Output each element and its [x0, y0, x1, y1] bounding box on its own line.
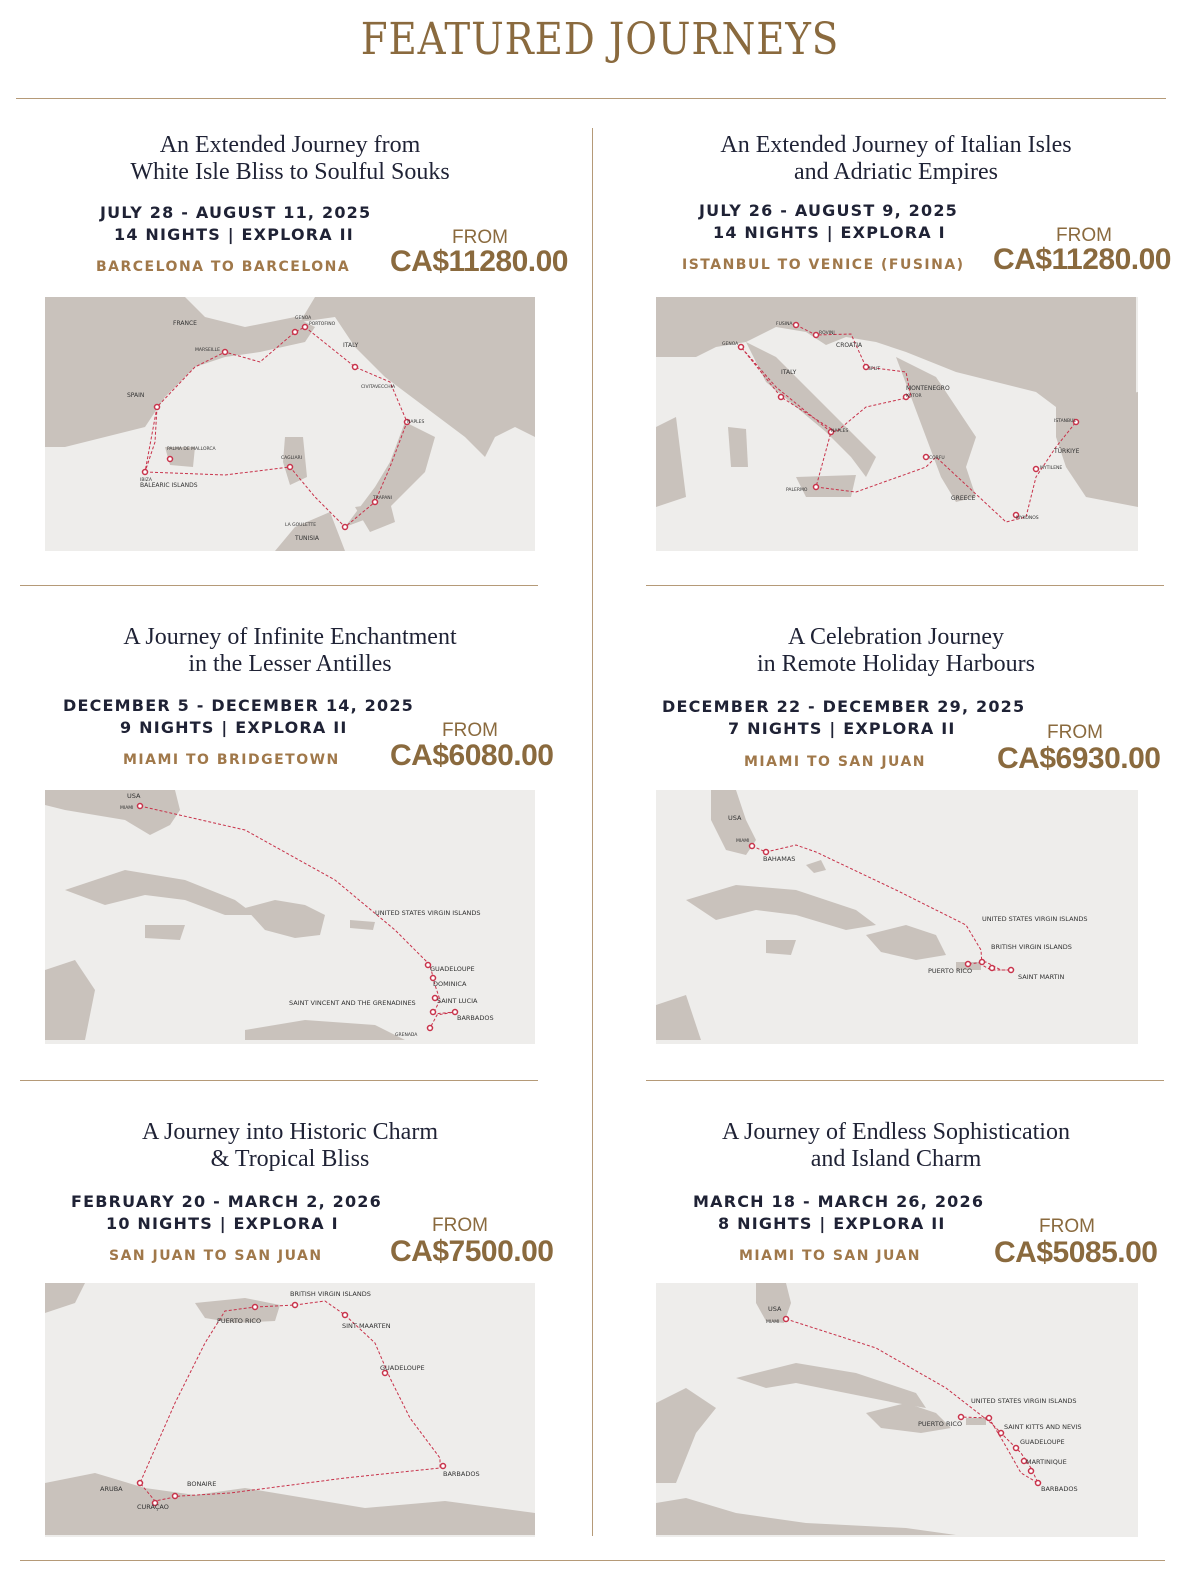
journey-card[interactable] — [40, 1117, 554, 1537]
map-label: SAINT KITTS AND NEVIS — [1004, 1423, 1082, 1431]
map-label: CROATIA — [836, 342, 863, 349]
journey-nights-ship: 10 NIGHTS | EXPLORA I — [106, 1214, 339, 1233]
map-land — [245, 1020, 405, 1040]
map-label: TÜRKIYE — [1054, 448, 1080, 455]
port-markers — [138, 1303, 446, 1506]
map-label: USA — [728, 814, 742, 822]
map-label: MIAMI — [120, 806, 134, 811]
map-label: BARBADOS — [443, 1470, 480, 1478]
map-land — [656, 417, 686, 507]
map-label: CAGLIARI — [281, 456, 302, 461]
map-land — [65, 870, 255, 915]
journey-price: CA$6930.00 — [997, 742, 1161, 775]
journey-dates: FEBRUARY 20 - MARCH 2, 2026 — [71, 1192, 382, 1211]
journey-title-line: A Journey of Endless Sophistication — [722, 1119, 1070, 1145]
map-land — [866, 1403, 951, 1433]
journey-title — [646, 1119, 1146, 1173]
journey-route: MIAMI TO SAN JUAN — [744, 754, 927, 770]
map-label: BRITISH VIRGIN ISLANDS — [290, 1290, 371, 1298]
map-label: UNITED STATES VIRGIN ISLANDS — [982, 915, 1088, 923]
journey-title — [646, 624, 1146, 678]
map-label: CORFU — [929, 456, 945, 461]
from-label: FROM — [442, 720, 498, 741]
map-label: FUSINA — [776, 322, 793, 327]
map-label: FRANCE — [173, 320, 197, 327]
map-label: MYTILENE — [1040, 466, 1063, 471]
map-label: USA — [768, 1305, 782, 1313]
from-label: FROM — [1039, 1216, 1095, 1237]
journey-title — [40, 1119, 540, 1173]
map-label: USA — [127, 792, 141, 800]
map-label: KOTOR — [906, 394, 922, 399]
journey-title-line: & Tropical Bliss — [210, 1146, 370, 1172]
map-land — [806, 860, 826, 873]
journey-title — [40, 132, 540, 186]
route-map[interactable] — [45, 790, 535, 1044]
from-label: FROM — [1056, 225, 1112, 246]
journey-title-line: An Extended Journey of Italian Isles — [720, 132, 1072, 158]
map-land — [656, 1498, 956, 1535]
row-divider-1-left — [20, 585, 538, 586]
journey-price: CA$11280.00 — [390, 245, 568, 278]
map-label: PORTOFINO — [309, 322, 336, 327]
map-label: MARTINIQUE — [1026, 1458, 1067, 1466]
map-land — [350, 920, 375, 930]
journey-dates: DECEMBER 22 - DECEMBER 29, 2025 — [662, 697, 1026, 716]
map-label: SINT MAARTEN — [342, 1322, 391, 1330]
journey-route: MIAMI TO SAN JUAN — [739, 1248, 922, 1264]
map-label: BARBADOS — [1041, 1485, 1078, 1493]
from-label: FROM — [452, 227, 508, 248]
map-land — [355, 502, 395, 532]
map-land — [656, 995, 701, 1040]
map-label: GRENADA — [395, 1033, 418, 1038]
route-line — [140, 1301, 440, 1501]
column-divider — [592, 128, 593, 1536]
from-label: FROM — [1047, 722, 1103, 743]
journey-route: ISTANBUL TO VENICE (FUSINA) — [682, 257, 965, 273]
route-map[interactable] — [656, 297, 1138, 551]
journey-title-line: in Remote Holiday Harbours — [757, 651, 1035, 677]
map-label: PUERTO RICO — [217, 1317, 262, 1325]
map-label: TUNISIA — [295, 535, 319, 542]
map-land — [966, 1418, 986, 1425]
map-label: DOMINICA — [433, 980, 467, 988]
map-label: MONTENEGRO — [906, 385, 950, 392]
journey-route: SAN JUAN TO SAN JUAN — [109, 1248, 323, 1264]
journey-nights-ship: 9 NIGHTS | EXPLORA II — [120, 718, 348, 737]
map-label: SAINT LUCIA — [437, 997, 478, 1005]
row-divider-1-right — [646, 585, 1164, 586]
map-land — [896, 357, 976, 502]
map-label: BAHAMAS — [763, 855, 796, 863]
map-label: UNITED STATES VIRGIN ISLANDS — [375, 909, 481, 917]
route-map[interactable] — [45, 1283, 535, 1537]
map-land — [145, 925, 185, 940]
map-land — [736, 1363, 926, 1408]
map-land — [866, 925, 946, 960]
map-label: PALMA DE MALLORCA — [167, 447, 216, 452]
journey-title-line: A Celebration Journey — [788, 624, 1004, 650]
map-label: SAINT MARTIN — [1018, 973, 1065, 981]
page-title: FEATURED JOURNEYS — [360, 14, 840, 65]
map-label: SPLIT — [868, 367, 881, 372]
map-label: ROVINJ — [819, 331, 835, 336]
journey-nights-ship: 8 NIGHTS | EXPLORA II — [718, 1214, 946, 1233]
journey-title-line: A Journey into Historic Charm — [142, 1119, 438, 1145]
header-divider — [16, 98, 1166, 99]
route-map[interactable] — [656, 790, 1138, 1044]
journey-price: CA$7500.00 — [390, 1235, 554, 1268]
journey-dates: JULY 26 - AUGUST 9, 2025 — [699, 201, 958, 220]
map-label: IBIZA — [140, 478, 152, 483]
footer-divider — [20, 1560, 1165, 1561]
map-label: NAPLES — [407, 420, 425, 425]
map-label: GENOA — [295, 316, 312, 321]
map-label: CIVITAVECCHIA — [361, 385, 396, 390]
map-label: PUERTO RICO — [918, 1420, 963, 1428]
journey-card[interactable] — [646, 1117, 1158, 1537]
map-label: PALERMO — [786, 488, 808, 493]
journey-title-line: White Isle Bliss to Soulful Souks — [130, 159, 450, 185]
map-label: MARSEILLE — [195, 348, 220, 353]
map-label: ARUBA — [100, 1485, 123, 1493]
map-label: ITALY — [343, 342, 359, 349]
journey-price: CA$11280.00 — [993, 243, 1171, 276]
journey-dates: MARCH 18 - MARCH 26, 2026 — [693, 1192, 985, 1211]
map-land — [766, 940, 796, 955]
journey-route: BARCELONA TO BARCELONA — [96, 259, 351, 275]
map-label: CURAÇAO — [137, 1503, 169, 1511]
map-label: GUADELOUPE — [380, 1364, 425, 1372]
map-label: PUERTO RICO — [928, 967, 973, 975]
map-label: UNITED STATES VIRGIN ISLANDS — [971, 1397, 1077, 1405]
map-label: BONAIRE — [187, 1480, 217, 1488]
map-label: GUADELOUPE — [1020, 1438, 1065, 1446]
journey-card[interactable] — [646, 130, 1171, 550]
journey-title — [646, 132, 1146, 186]
journey-title-line: A Journey of Infinite Enchantment — [123, 624, 457, 650]
map-label: MIAMI — [766, 1320, 780, 1325]
map-land — [656, 1388, 716, 1483]
journey-dates: DECEMBER 5 - DECEMBER 14, 2025 — [63, 696, 414, 715]
journey-nights-ship: 7 NIGHTS | EXPLORA II — [728, 719, 956, 738]
journey-title — [40, 624, 540, 678]
journey-card[interactable] — [646, 622, 1161, 1042]
row-divider-2-right — [646, 1080, 1164, 1081]
journey-nights-ship: 14 NIGHTS | EXPLORA II — [114, 225, 354, 244]
map-land — [283, 437, 307, 485]
journey-route: MIAMI TO BRIDGETOWN — [123, 752, 340, 768]
map-land — [686, 885, 876, 930]
map-label: BRITISH VIRGIN ISLANDS — [991, 943, 1072, 951]
map-land — [746, 342, 876, 477]
from-label: FROM — [432, 1215, 488, 1236]
map-land — [45, 1473, 535, 1535]
map-label: ITALY — [781, 369, 797, 376]
map-label: MIAMI — [736, 839, 750, 844]
journey-price: CA$5085.00 — [994, 1236, 1158, 1269]
journey-card[interactable] — [40, 622, 554, 1042]
map-land — [796, 475, 856, 497]
journey-nights-ship: 14 NIGHTS | EXPLORA I — [713, 223, 946, 242]
map-label: GREECE — [951, 495, 976, 502]
map-label: LA GOULETTE — [285, 523, 317, 528]
map-label: GENOA — [722, 342, 739, 347]
map-land — [728, 427, 748, 467]
map-label: BARBADOS — [457, 1014, 494, 1022]
map-land — [45, 790, 180, 835]
journey-price: CA$6080.00 — [390, 739, 554, 772]
journey-title-line: An Extended Journey from — [159, 132, 421, 158]
journey-card[interactable] — [40, 130, 568, 550]
journey-title-line: and Island Charm — [810, 1146, 982, 1172]
map-land — [275, 512, 345, 551]
journey-title-line: and Adriatic Empires — [794, 159, 998, 185]
map-label: TRAPANI — [373, 496, 392, 501]
map-land — [245, 900, 325, 938]
row-divider-2-left — [20, 1080, 538, 1081]
map-label: NAPLES — [831, 429, 849, 434]
map-label: MYKONOS — [1016, 516, 1039, 521]
map-label: SPAIN — [127, 392, 145, 399]
journey-dates: JULY 28 - AUGUST 11, 2025 — [100, 203, 372, 222]
journey-title-line: in the Lesser Antilles — [188, 651, 392, 677]
route-map[interactable] — [45, 297, 535, 551]
map-label: GUADELOUPE — [430, 965, 475, 973]
map-label: BALEARIC ISLANDS — [140, 482, 198, 489]
route-map[interactable] — [656, 1283, 1138, 1537]
map-label: ISTANBUL — [1054, 419, 1076, 424]
map-label: SAINT VINCENT AND THE GRENADINES — [289, 999, 416, 1007]
map-land — [45, 1283, 85, 1313]
map-land — [45, 960, 95, 1040]
